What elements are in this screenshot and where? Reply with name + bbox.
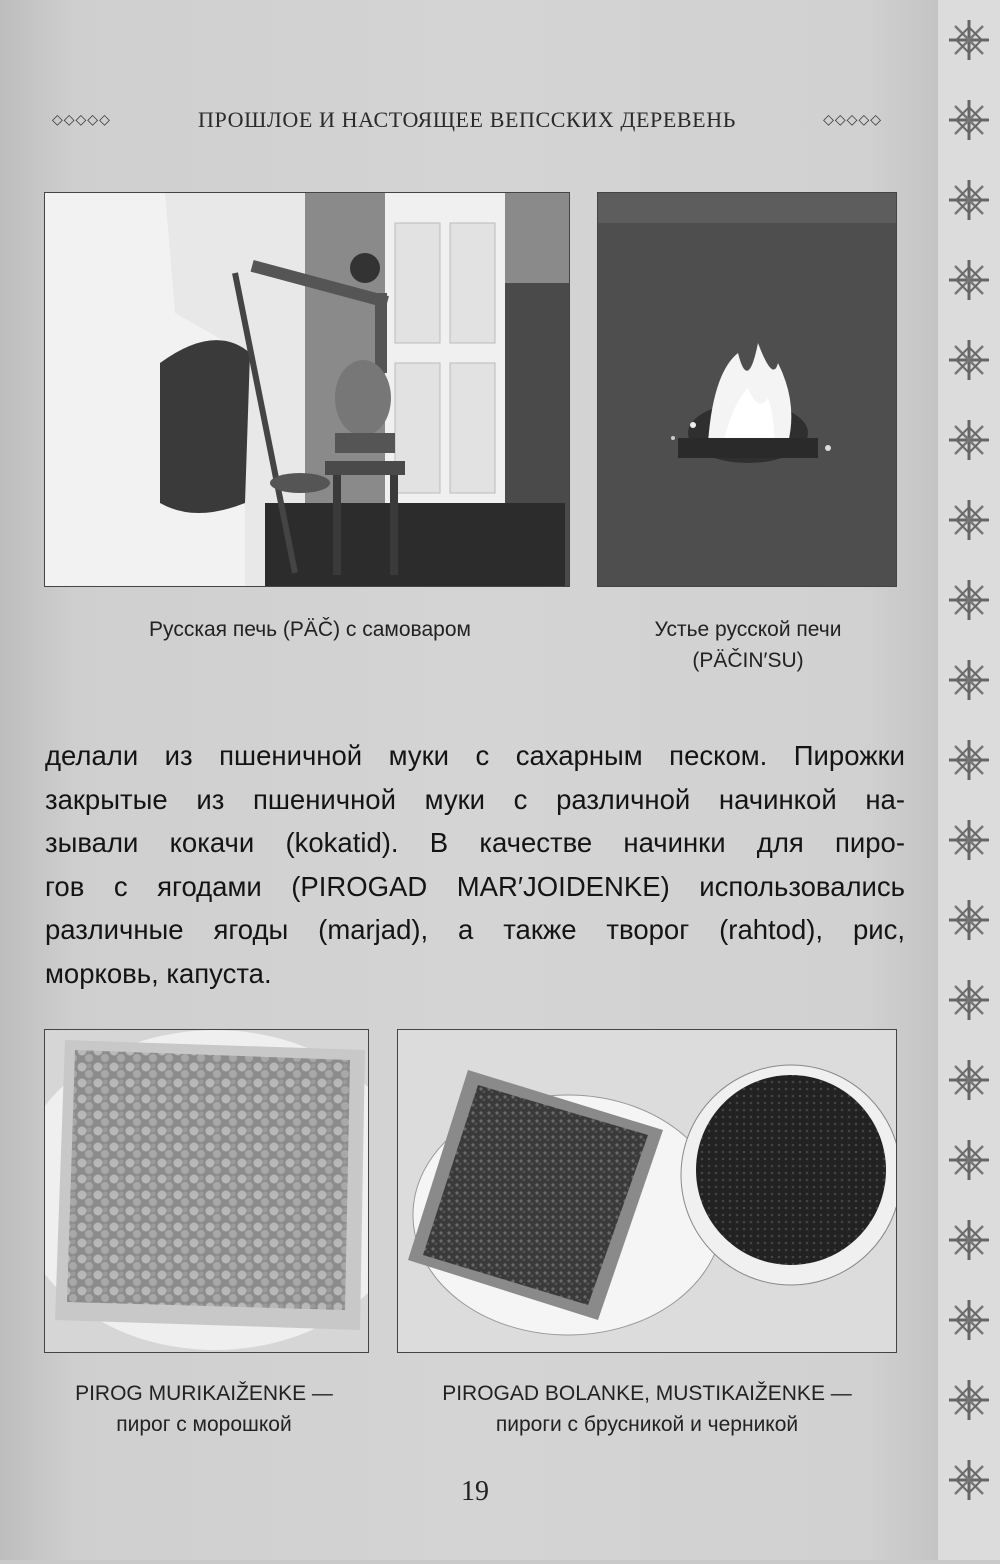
- photo-stove-samovar: [44, 192, 570, 587]
- caption-stove-mouth-line2: (PÄČIN′SU): [692, 649, 804, 672]
- caption-berry-pies-line1: PIROGAD BOLANKE, MUSTIKAIŽENKE —: [442, 1382, 852, 1405]
- body-line: морковь, капуста.: [45, 957, 272, 989]
- caption-stove-mouth-line1: Устье русской печи: [654, 618, 842, 641]
- diamond-ornament-right: ◇◇◇◇◇: [823, 112, 882, 128]
- running-head-title: ПРОШЛОЕ И НАСТОЯЩЕЕ ВЕПССКИХ ДЕРЕВЕНЬ: [198, 107, 736, 132]
- body-line: делали из пшеничной муки с сахарным песком. Пирожки: [45, 740, 905, 771]
- photo-stove-fire: [597, 192, 897, 587]
- body-paragraph: [45, 734, 905, 995]
- caption-stove-mouth: [598, 614, 898, 676]
- ornamental-border: [938, 0, 1000, 1560]
- caption-stove: [60, 614, 560, 645]
- snowflake-pattern-icon: [938, 0, 1000, 1560]
- caption-berry-pies-line2: пироги с брусникой и черникой: [495, 1413, 799, 1436]
- caption-cloudberry-line1: PIROG MURIKAIŽENKE —: [75, 1382, 333, 1405]
- diamond-ornament-left: ◇◇◇◇◇: [52, 112, 111, 128]
- photo-berry-pies: [397, 1029, 897, 1353]
- photo-cloudberry-pie: [44, 1029, 369, 1353]
- caption-stove-text: Русская печь (PÄČ) с самоваром: [149, 618, 471, 641]
- body-line: различные ягоды (marjad), а также творог (rahtod), рис,: [45, 914, 905, 945]
- caption-cloudberry-line2: пирог с морошкой: [116, 1413, 292, 1436]
- body-line: зывали кокачи (kokatid). В качестве начинки для пиро-: [45, 827, 905, 858]
- body-line: закрытые из пшеничной муки с различной начинкой на-: [45, 783, 905, 815]
- caption-cloudberry-pie: [44, 1378, 364, 1440]
- running-header: [52, 103, 882, 137]
- caption-berry-pies: [397, 1378, 897, 1440]
- page-number: 19: [461, 1476, 489, 1507]
- body-line: гов с ягодами (PIROGAD MAR′JOIDENKE) использовались: [45, 870, 905, 902]
